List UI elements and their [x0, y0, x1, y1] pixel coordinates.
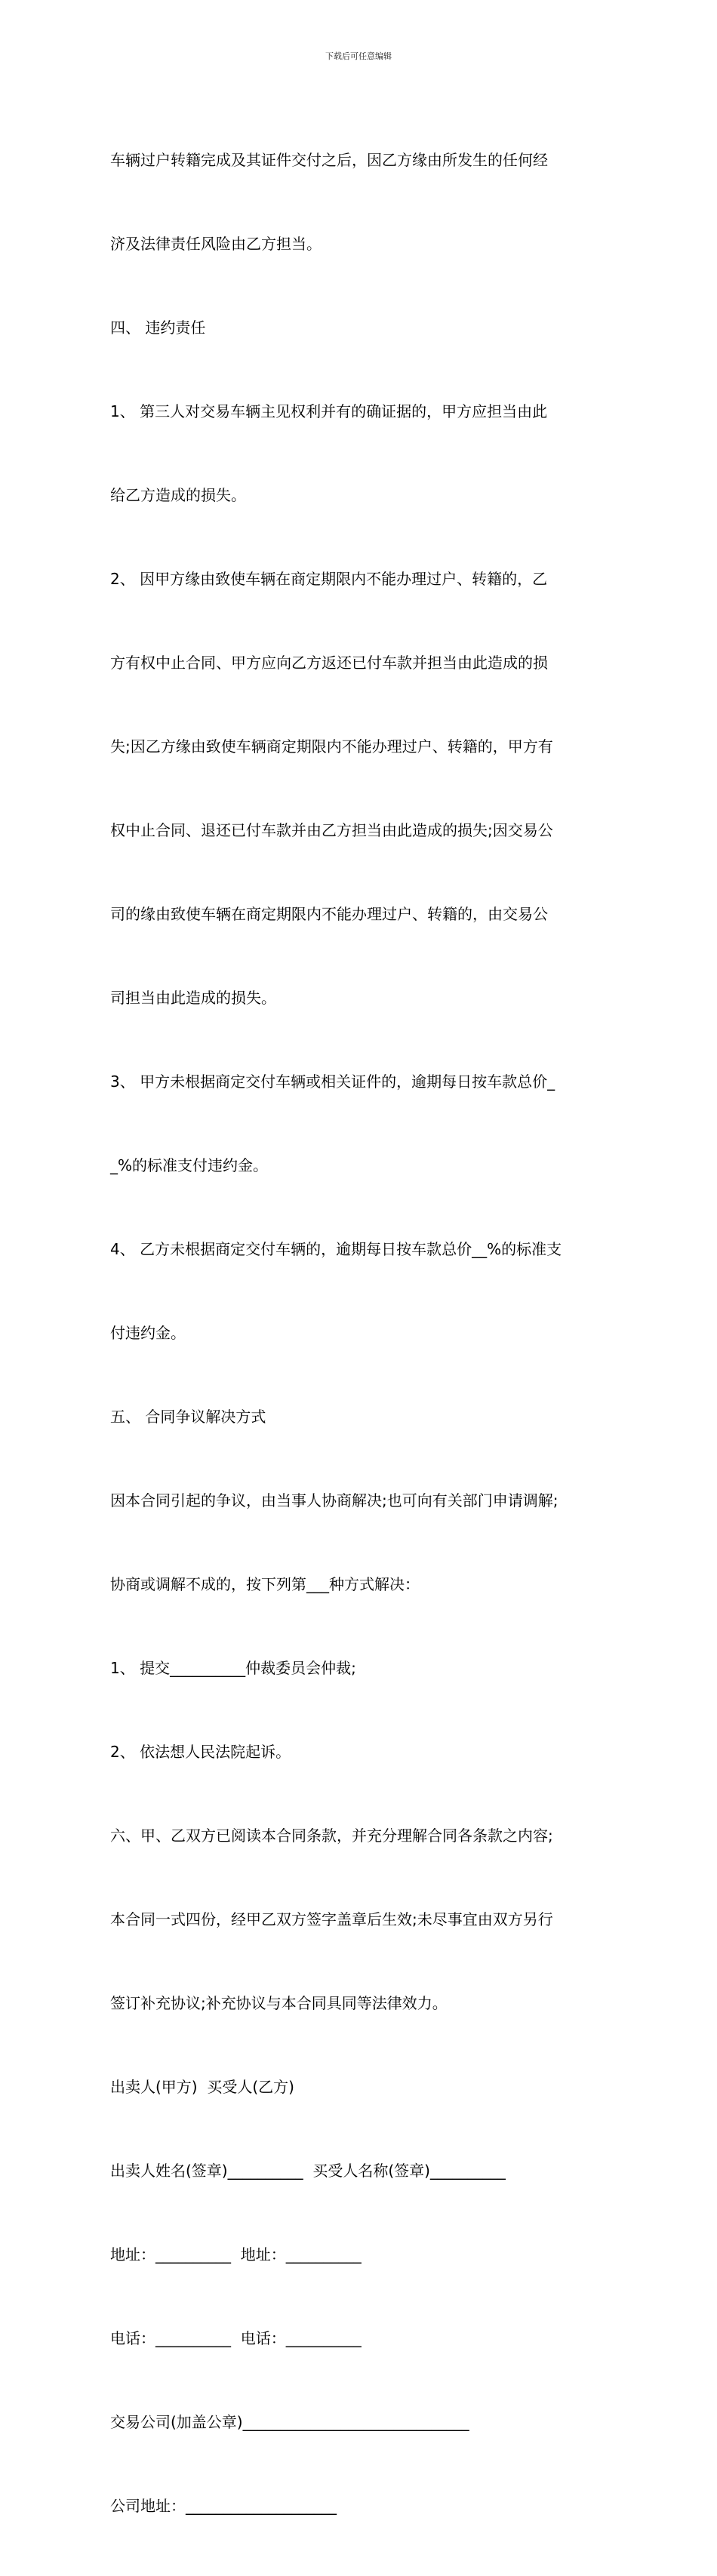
signature-phones: 电话：__________ 电话：__________	[110, 2329, 362, 2347]
signature-parties: 出卖人(甲方) 买受人(乙方)	[110, 2078, 294, 2096]
paragraph-line: 车辆过户转籍完成及其证件交付之后，因乙方缘由所发生的任何经	[110, 151, 548, 169]
section-heading-breach: 四、 违约责任	[110, 319, 206, 337]
paragraph-line: 济及法律责任风险由乙方担当。	[110, 235, 322, 253]
signature-names: 出卖人姓名(签章)__________ 买受人名称(签章)__________	[110, 2162, 506, 2180]
paragraph-line: 方有权中止合同、甲方应向乙方返还已付车款并担当由此造成的损	[110, 654, 548, 672]
paragraph-line: 1、 提交__________仲裁委员会仲裁;	[110, 1659, 356, 1677]
paragraph-line: 六、甲、乙双方已阅读本合同条款，并充分理解合同各条款之内容;	[110, 1827, 553, 1845]
paragraph-line: 司的缘由致使车辆在商定期限内不能办理过户、转籍的，由交易公	[110, 905, 548, 923]
paragraph-line: 签订补充协议;补充协议与本合同具同等法律效力。	[110, 1994, 448, 2012]
section-heading-dispute: 五、 合同争议解决方式	[110, 1408, 266, 1426]
paragraph-line: 付违约金。	[110, 1324, 186, 1342]
paragraph-line: 因本合同引起的争议，由当事人协商解决;也可向有关部门申请调解;	[110, 1491, 559, 1510]
signature-addresses: 地址：__________ 地址：__________	[110, 2245, 362, 2264]
paragraph-line: _%的标准支付违约金。	[110, 1156, 269, 1174]
contract-body	[110, 91, 616, 2576]
signature-company: 交易公司(加盖公章)______________________________	[110, 2413, 469, 2431]
paragraph-line: 协商或调解不成的，按下列第___种方式解决：	[110, 1575, 420, 1593]
paragraph-line: 给乙方造成的损失。	[110, 486, 246, 504]
paragraph-line: 权中止合同、退还已付车款并由乙方担当由此造成的损失;因交易公	[110, 821, 553, 839]
paragraph-line: 失;因乙方缘由致使车辆商定期限内不能办理过户、转籍的，甲方有	[110, 737, 553, 756]
paragraph-line: 1、 第三人对交易车辆主见权利并有的确证据的，甲方应担当由此	[110, 402, 548, 420]
paragraph-line: 2、 因甲方缘由致使车辆在商定期限内不能办理过户、转籍的，乙	[110, 570, 548, 588]
paragraph-line: 4、 乙方未根据商定交付车辆的，逾期每日按车款总价__%的标准支	[110, 1240, 562, 1258]
paragraph-line: 3、 甲方未根据商定交付车辆或相关证件的，逾期每日按车款总价_	[110, 1073, 555, 1091]
paragraph-line: 司担当由此造成的损失。	[110, 989, 276, 1007]
signature-company-address: 公司地址：____________________	[110, 2497, 337, 2515]
paragraph-line: 本合同一式四份，经甲乙双方签字盖章后生效;未尽事宜由双方另行	[110, 1910, 553, 1928]
page-header: 下载后可任意编辑	[325, 51, 392, 61]
paragraph-line: 2、 依法想人民法院起诉。	[110, 1743, 291, 1761]
